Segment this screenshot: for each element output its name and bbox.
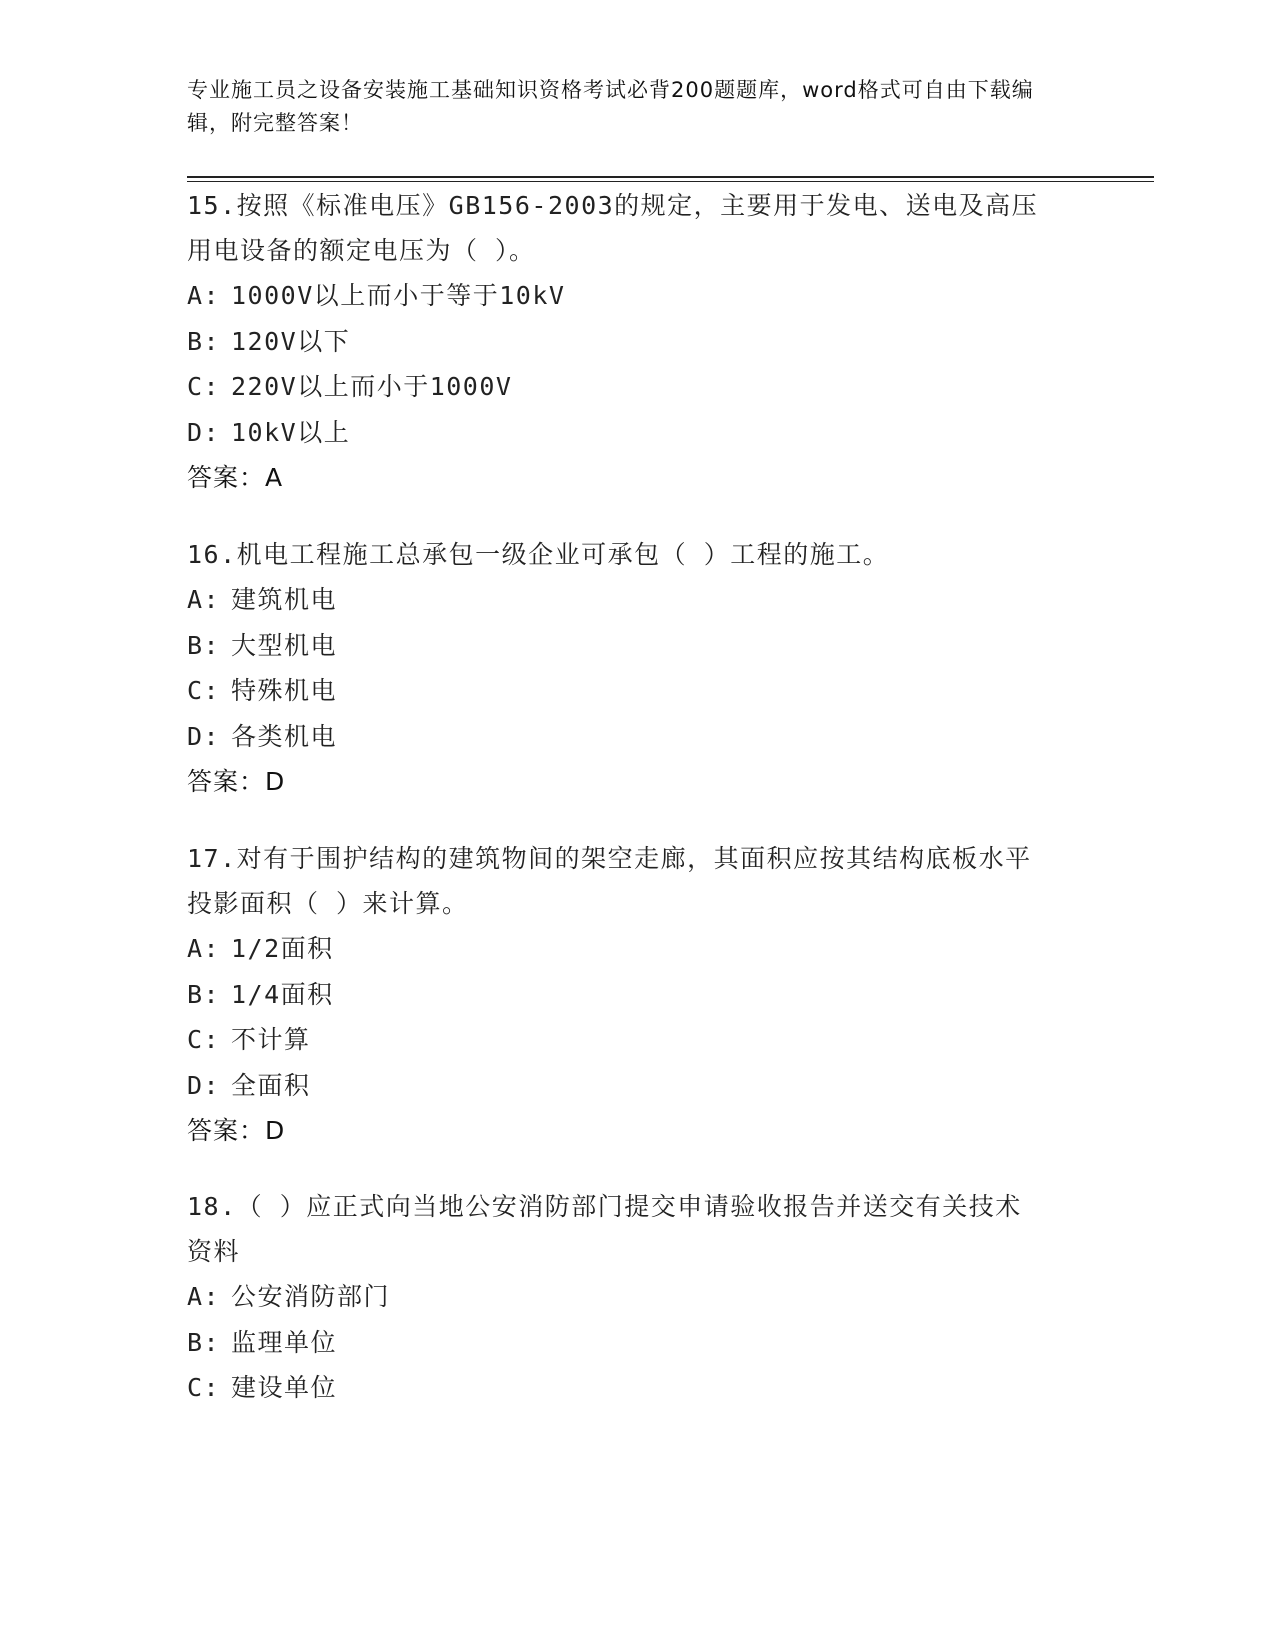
question-text: 17.对有于围护结构的建筑物间的架空走廊，其面积应按其结构底板水平投影面积（ ）来计算。 — [187, 844, 1032, 918]
option-c: C: 不计算 — [187, 1025, 311, 1054]
question-17 — [187, 836, 1087, 1153]
option-d: D: 全面积 — [187, 1070, 311, 1100]
option-c: C: 特殊机电 — [187, 676, 338, 705]
option-b: B: 监理单位 — [187, 1327, 338, 1357]
option-c: C: 建设单位 — [187, 1373, 338, 1402]
option-a: A: 建筑机电 — [187, 585, 338, 614]
question-18 — [187, 1184, 1087, 1411]
option-a: A: 公安消防部门 — [187, 1282, 391, 1311]
question-16 — [187, 532, 1087, 804]
answer-line: 答案：D — [187, 767, 286, 796]
document-header: 专业施工员之设备安装施工基础知识资格考试必背200题题库，word格式可自由下载编辑，附完整答案！ — [187, 78, 1034, 135]
option-b: B: 大型机电 — [187, 630, 338, 660]
header-divider-thick — [187, 176, 1154, 178]
answer-line: 答案：D — [187, 1116, 286, 1145]
question-text: 18.（ ）应正式向当地公安消防部门提交申请验收报告并送交有关技术资料 — [187, 1192, 1022, 1266]
answer-line: 答案：A — [187, 463, 284, 492]
question-text: 15.按照《标准电压》GB156-2003的规定，主要用于发电、送电及高压用电设备的额定电压为（ ）。 — [187, 191, 1039, 265]
option-a: A: 1000V以上而小于等于10kV — [187, 281, 566, 310]
option-c: C: 220V以上而小于1000V — [187, 372, 513, 401]
option-b: B: 120V以下 — [187, 326, 351, 356]
question-text: 16.机电工程施工总承包一级企业可承包（ ）工程的施工。 — [187, 540, 890, 569]
option-b: B: 1/4面积 — [187, 979, 334, 1009]
question-15 — [187, 183, 1087, 500]
option-d: D: 10kV以上 — [187, 417, 351, 447]
option-a: A: 1/2面积 — [187, 934, 334, 963]
header-divider-thin — [187, 181, 1154, 182]
option-d: D: 各类机电 — [187, 721, 338, 751]
